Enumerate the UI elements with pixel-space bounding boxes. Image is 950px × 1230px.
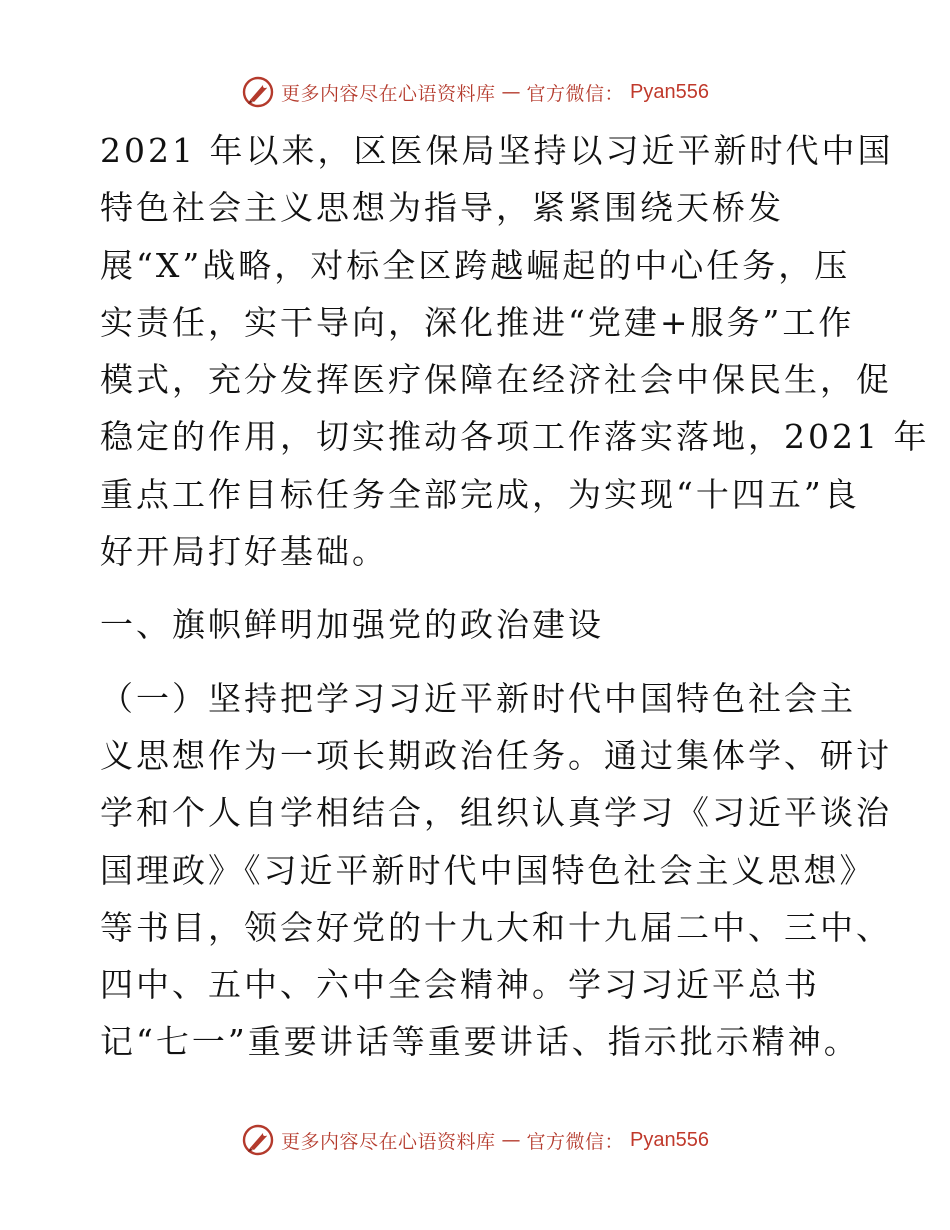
- watermark-wechat-id: Pyan556: [630, 80, 709, 103]
- paragraph-line: 记“七一”重要讲话等重要讲话、指示批示精神。: [100, 1022, 860, 1062]
- pen-logo-icon: [241, 75, 275, 109]
- paragraph-line: 学和个人自学相结合，组织认真学习《习近平谈治: [100, 793, 892, 833]
- document-body: [100, 122, 930, 1071]
- spacer: [100, 580, 860, 596]
- pen-logo-icon: [241, 1123, 275, 1157]
- spacer: [100, 654, 860, 670]
- watermark-official: 官方微信：: [526, 82, 625, 105]
- watermark-dash: —: [501, 1129, 521, 1151]
- paragraph-line: 等书目，领会好党的十九大和十九届二中、三中、: [100, 907, 892, 947]
- watermark-dash: —: [501, 81, 521, 103]
- paragraph-line: 重点工作目标任务全部完成，为实现“十四五”良: [100, 474, 860, 514]
- paragraph-line: 展“X”战略，对标全区跨越崛起的中心任务，压: [100, 245, 851, 285]
- watermark-brand: 更多内容尽在心语资料库: [281, 1130, 496, 1153]
- paragraph-line: 实责任，实干导向，深化推进“党建+服务”工作: [100, 302, 855, 342]
- section-heading: 一、旗帜鲜明加强党的政治建设: [100, 605, 604, 645]
- paragraph-line: 稳定的作用，切实推动各项工作落实落地，2021 年: [100, 417, 930, 457]
- paragraph-line: （一）坚持把学习习近平新时代中国特色社会主: [100, 678, 856, 718]
- paragraph-line: 特色社会主义思想为指导，紧紧围绕天桥发: [100, 188, 784, 228]
- paragraph-line: 国理政》《习近平新时代中国特色社会主义思想》: [100, 850, 876, 890]
- intro-paragraph: [100, 122, 930, 580]
- paragraph-line: 好开局打好基础。: [100, 532, 388, 572]
- paragraph-line: 四中、五中、六中全会精神。学习习近平总书: [100, 965, 820, 1005]
- header-watermark: [0, 72, 950, 112]
- footer-watermark: [0, 1120, 950, 1160]
- watermark-wechat-id: Pyan556: [630, 1128, 709, 1151]
- paragraph-line: 义思想作为一项长期政治任务。通过集体学、研讨: [100, 735, 892, 775]
- paragraph-line: 2021 年以来，区医保局坚持以习近平新时代中国: [100, 131, 894, 170]
- watermark-brand: 更多内容尽在心语资料库: [281, 82, 496, 105]
- watermark-official: 官方微信：: [526, 1130, 625, 1153]
- section-one-paragraph: [100, 670, 892, 1071]
- paragraph-line: 模式，充分发挥医疗保障在经济社会中保民生，促: [100, 360, 892, 400]
